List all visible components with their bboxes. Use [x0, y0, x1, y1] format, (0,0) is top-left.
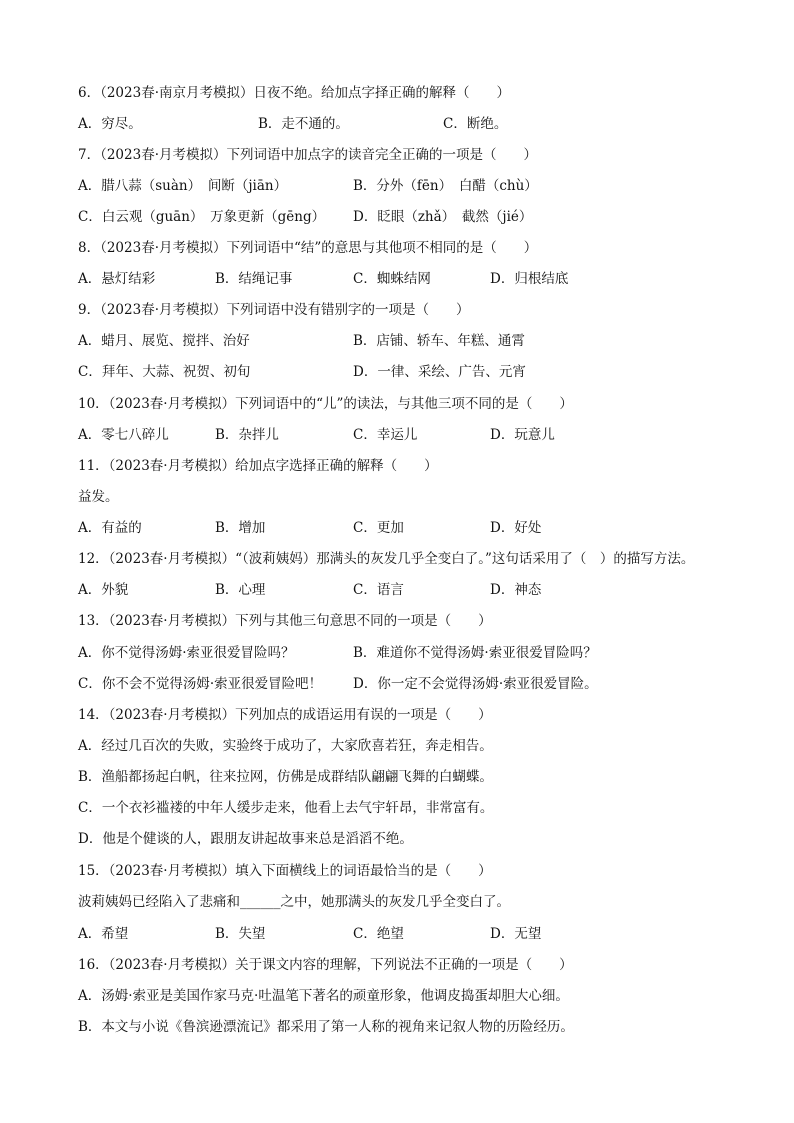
question-16-stem: 16．（2023春·月考模拟）关于课文内容的理解，下列说法不正确的一项是（ ）: [78, 957, 573, 973]
question-15-stem: 15．（2023春·月考模拟）填入下面横线上的词语最恰当的是（ ）: [78, 863, 492, 879]
question-10-stem: 10．（2023春·月考模拟）下列词语中的“儿”的读法，与其他三项不同的是（ ）: [78, 396, 573, 412]
question-8-option-c: C．蜘蛛结网: [353, 271, 431, 287]
question-15-extra: 波莉姨妈已经陷入了悲痛和______之中，她那满头的灰发几乎全变白了。: [78, 894, 510, 910]
question-14-stem: 14．（2023春·月考模拟）下列加点的成语运用有误的一项是（ ）: [78, 707, 492, 723]
question-12-option-a: A．外貌: [78, 582, 129, 598]
question-13-option-b: B．难道你不觉得汤姆·索亚很爱冒险吗？: [353, 645, 597, 661]
question-7-option-d: D．眨眼（zhǎ） 截然（jié）: [353, 209, 533, 225]
question-9-option-b: B．店铺、轿车、年糕、通霄: [353, 333, 525, 349]
question-8-option-d: D．归根结底: [490, 271, 569, 287]
question-12-option-b: B．心理: [215, 582, 266, 598]
question-16-option-b: B．本文与小说《鲁滨逊漂流记》都采用了第一人称的视角来记叙人物的历险经历。: [78, 1019, 574, 1035]
question-14-option-d: D．他是个健谈的人，跟朋友讲起故事来总是滔滔不绝。: [78, 831, 413, 847]
question-7-option-a: A．腊八蒜（suàn） 间断（jiān）: [78, 178, 288, 194]
question-8-option-b: B．结绳记事: [215, 271, 293, 287]
question-9-option-c: C．拜年、大蒜、祝贺、初旬: [78, 364, 251, 380]
question-15-option-d: D．无望: [490, 926, 542, 942]
question-6-option-b: B．走不通的。: [258, 116, 349, 132]
question-9-option-d: D．一律、采绘、广告、元宵: [353, 364, 526, 380]
question-13-option-a: A．你不觉得汤姆·索亚很爱冒险吗？: [78, 645, 295, 661]
question-15-option-b: B．失望: [215, 926, 266, 942]
question-6-option-c: C．断绝。: [443, 116, 508, 132]
question-9-stem: 9．（2023春·月考模拟）下列词语中没有错别字的一项是（ ）: [78, 302, 470, 318]
question-14-option-a: A．经过几百次的失败，实验终于成功了，大家欣喜若狂，奔走相告。: [78, 738, 493, 754]
question-7-stem: 7．（2023春·月考模拟）下列词语中加点字的读音完全正确的一项是（ ）: [78, 147, 537, 163]
question-13-stem: 13．（2023春·月考模拟）下列与其他三句意思不同的一项是（ ）: [78, 613, 492, 629]
question-12-stem: 12．（2023春·月考模拟）“（波莉姨妈）那满头的灰发几乎全变白了。”这句话采用了（ ）的描写方法。: [78, 551, 695, 567]
question-6-option-a: A．穷尽。: [78, 116, 142, 132]
question-11-stem: 11．（2023春·月考模拟）给加点字选择正确的解释（ ）: [78, 458, 438, 474]
question-8-stem: 8．（2023春·月考模拟）下列词语中“结”的意思与其他项不相同的是（ ）: [78, 240, 538, 256]
question-11-option-a: A．有益的: [78, 520, 142, 536]
question-15-option-a: A．希望: [78, 926, 129, 942]
question-15-option-c: C．绝望: [353, 926, 404, 942]
question-8-option-a: A．悬灯结彩: [78, 271, 156, 287]
question-10-option-b: B．杂拌儿: [215, 427, 279, 443]
question-13-option-d: D．你一定不会觉得汤姆·索亚很爱冒险。: [353, 676, 598, 692]
question-11-extra: 益发。: [78, 489, 119, 505]
question-9-option-a: A．蜡月、展览、搅拌、治好: [78, 333, 250, 349]
question-7-option-c: C．白云观（guān） 万象更新（gēng）: [78, 209, 326, 225]
question-7-option-b: B．分外（fēn） 白醋（chù）: [353, 178, 538, 194]
question-6-stem: 6．（2023春·南京月考模拟）日夜不绝。给加点字择正确的解释（ ）: [78, 85, 510, 101]
question-16-option-a: A．汤姆·索亚是美国作家马克·吐温笔下著名的顽童形象，他调皮捣蛋却胆大心细。: [78, 988, 569, 1004]
question-14-option-c: C．一个衣衫褴褛的中年人缓步走来，他看上去气宇轩昂，非常富有。: [78, 800, 494, 816]
question-13-option-c: C．你不会不觉得汤姆·索亚很爱冒险吧！: [78, 676, 323, 692]
question-12-option-d: D．神态: [490, 582, 542, 598]
question-11-option-c: C．更加: [353, 520, 404, 536]
question-10-option-c: C．幸运儿: [353, 427, 418, 443]
question-14-option-b: B．渔船都扬起白帆，往来拉网，仿佛是成群结队翩翩飞舞的白蝴蝶。: [78, 769, 493, 785]
question-11-option-b: B．增加: [215, 520, 266, 536]
question-11-option-d: D．好处: [490, 520, 542, 536]
question-10-option-a: A．零七八碎儿: [78, 427, 169, 443]
question-10-option-d: D．玩意儿: [490, 427, 555, 443]
question-12-option-c: C．语言: [353, 582, 404, 598]
